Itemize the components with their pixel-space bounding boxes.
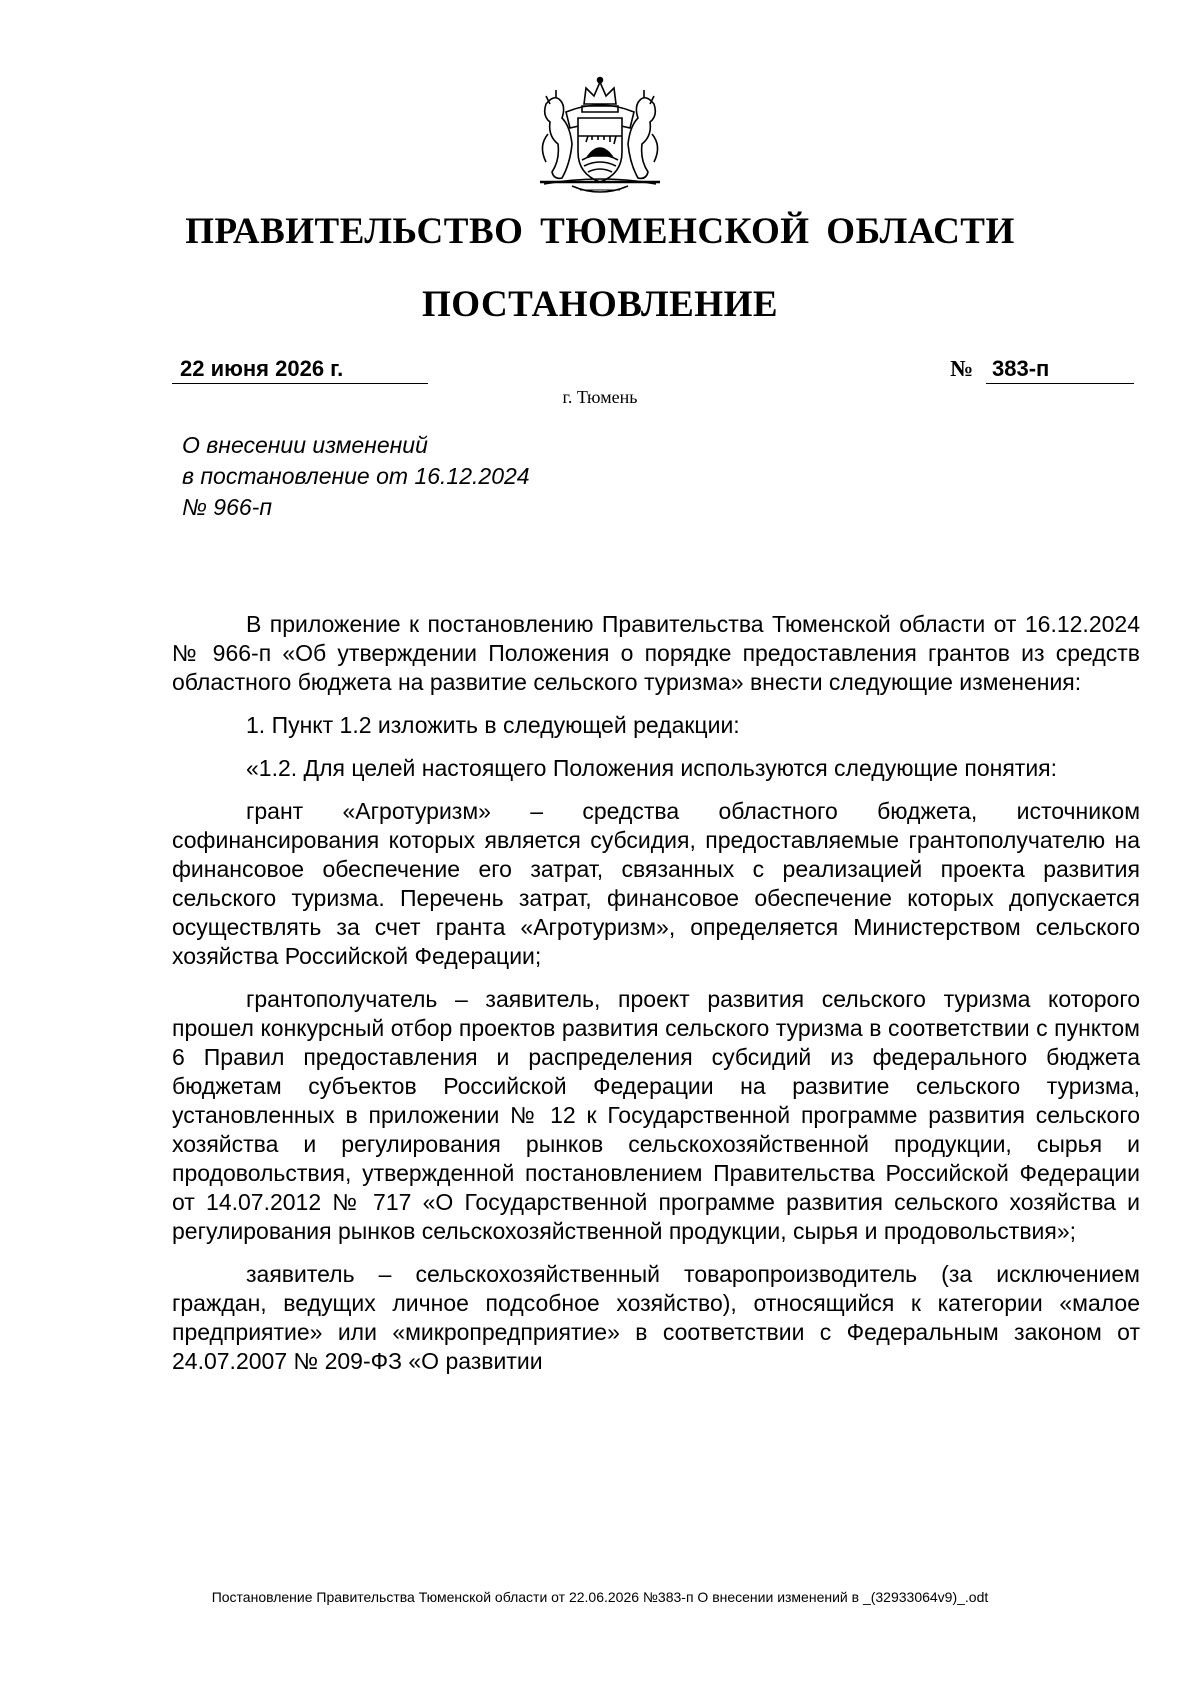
body-paragraph: «1.2. Для целей настоящего Положения используются следующие понятия: [246, 755, 1058, 781]
subject-line: № 966-п [182, 494, 272, 520]
number-sign: № [950, 356, 974, 381]
document-number-block [950, 356, 1134, 384]
document-type-title: ПОСТАНОВЛЕНИЕ [421, 284, 779, 325]
body-paragraph: 1. Пункт 1.2 изложить в следующей редакции: [246, 712, 740, 738]
body-paragraph: грантополучатель – заявитель, проект развития сельского туризма которого прошел конкурсный отбор проектов развития сельского туризма в соответствии с пунктом 6 Правил предоставления и распределения субсидий из федерального бюджета бюджетам субъектов Российской Федерации на развитие сельского туризма, установленных в приложении № 12 к Государственной программе развития сельского хозяйства и регулирования рынков сельскохозяйственной продукции, сырья и продовольствия, утвержденной постановлением Правительства Российской Федерации от 14.07.2012 № 717 «О Государственной программе развития сельского хозяйства и регулирования рынков сельскохозяйственной продукции, сырья и продовольствия»; [172, 986, 1140, 1244]
government-title: ПРАВИТЕЛЬСТВО ТЮМЕНСКОЙ ОБЛАСТИ [185, 211, 1015, 252]
subject-line: в постановление от 16.12.2024 [182, 463, 530, 489]
document-subject [182, 430, 632, 523]
coat-of-arms-emblem [526, 74, 674, 200]
document-body [172, 610, 1140, 1390]
document-number: 383-п [986, 356, 1134, 384]
document-date: 22 июня 2026 г. [172, 356, 428, 384]
body-paragraph: грант «Агротуризм» – средства областного бюджета, источником софинансирования которых является субсидия, предоставляемые грантополучателю на финансовое обеспечение его затрат, связанных с реализацией проекта развития сельского туризма. Перечень затрат, финансовое обеспечение которых допускается осуществлять за счет гранта «Агротуризм», определяется Министерством сельского хозяйства Российской Федерации; [172, 798, 1140, 969]
body-paragraph: В приложение к постановлению Правительства Тюменской области от 16.12.2024 № 966-п «Об утверждении Положения о порядке предоставления грантов из средств областного бюджета на развитие сельского туризма» внести следующие изменения: [172, 611, 1140, 695]
city-label: г. Тюмень [562, 387, 638, 407]
body-paragraph: заявитель – сельскохозяйственный товаропроизводитель (за исключением граждан, ведущих личное подсобное хозяйство), относящийся к категории «малое предприятие» или «микропредприятие» в соответствии с Федеральным законом от 24.07.2007 № 209-ФЗ «О развитии [172, 1261, 1140, 1374]
page-footer: Постановление Правительства Тюменской области от 22.06.2026 №383-п О внесении изменений в _(32933064v9)_.odt [211, 1589, 989, 1605]
subject-line: О внесении изменений [182, 432, 428, 458]
